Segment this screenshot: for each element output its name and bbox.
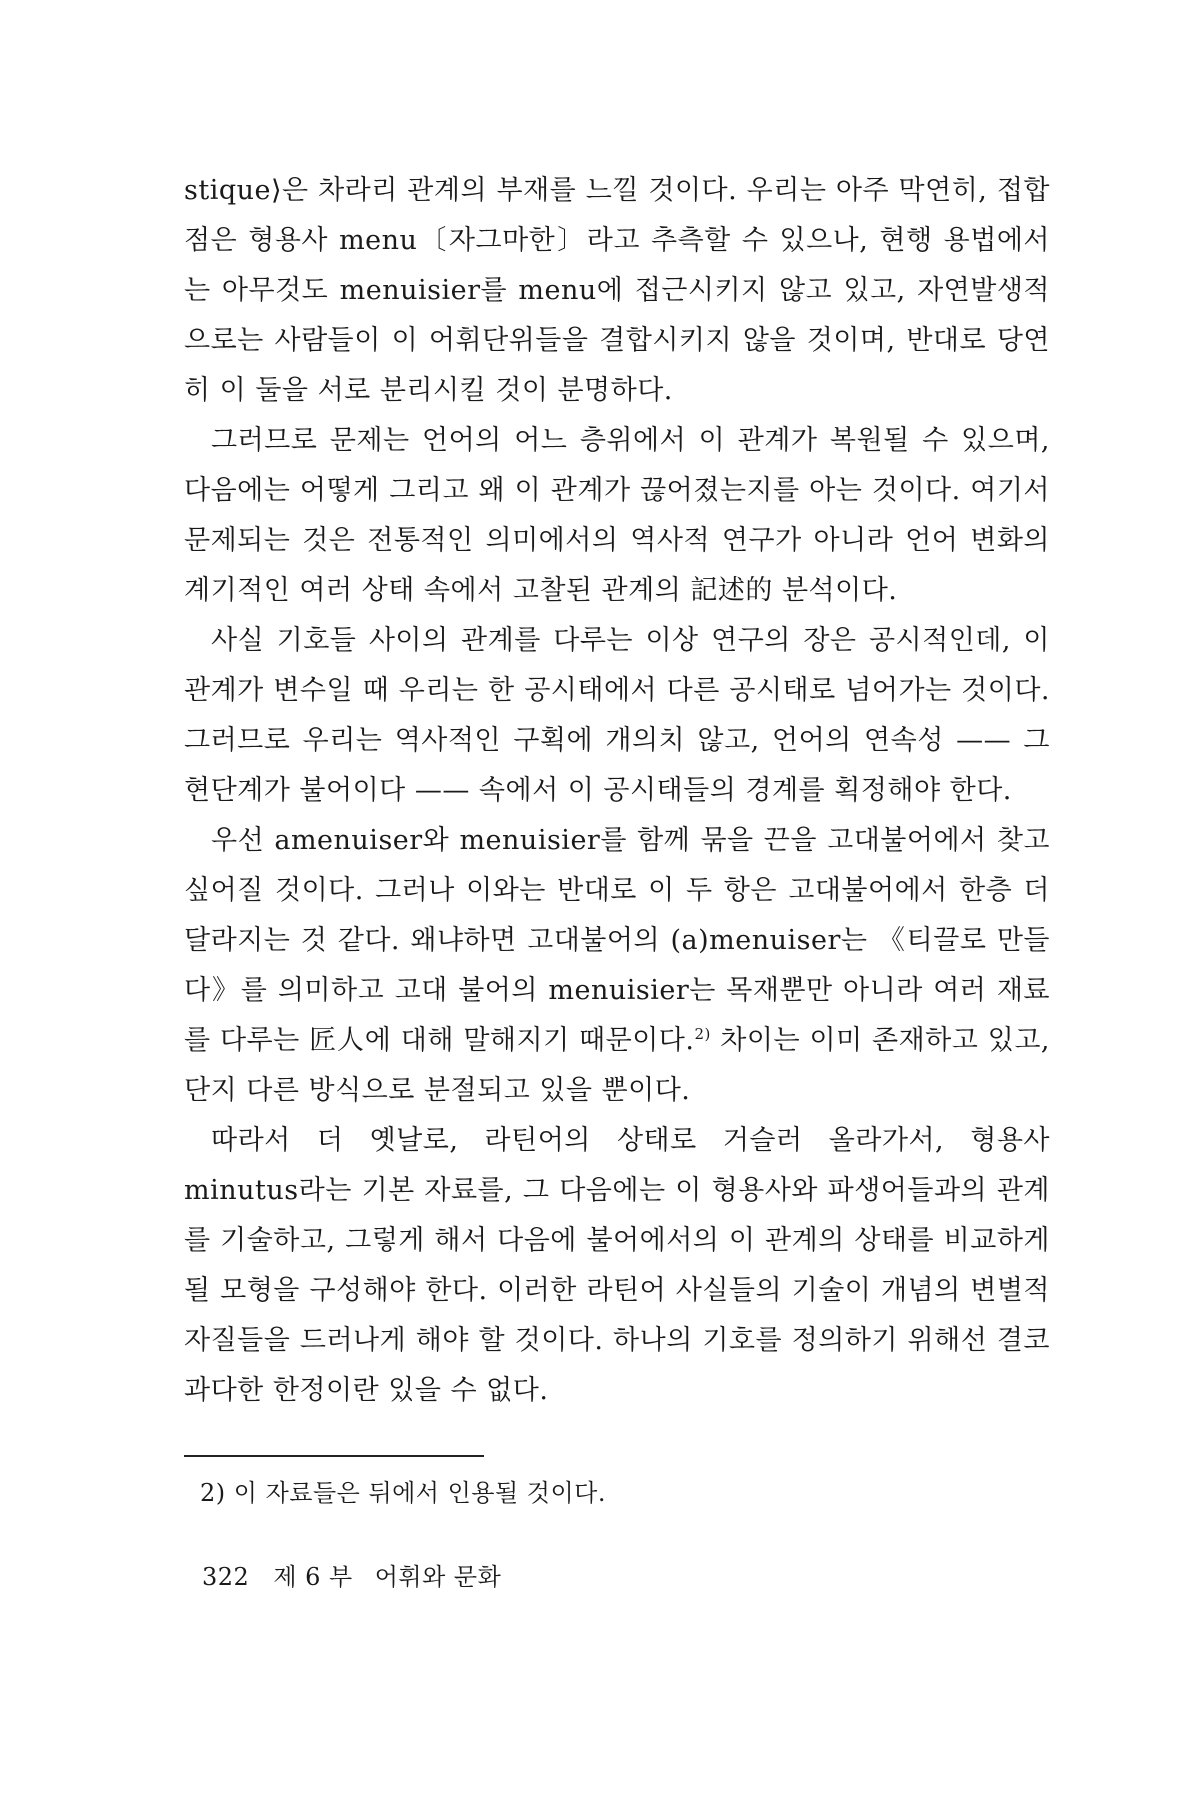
- paragraph-4-text: 우선 amenuiser와 menuisier를 함께 묶을 끈을 고대불어에서 찾고 싶어질 것이다. 그러나 이와는 반대로 이 두 항은 고대불어에서 한층 더 달라지는 것 같다. 왜냐하면 고대불어의 (a)menuiser는 《티끌로 만들다》를 의미하고 고대 불어의 menuisier는 목재뿐만 아니라 여러 재료를 다루는 匠人에 대해 말해지기 때문이다.: [184, 825, 1050, 1056]
- paragraph-4-text-cont: 차이는 이미 존재하고 있고, 단지 다른 방식으로 분절되고 있을 뿐이다.: [184, 1025, 1050, 1106]
- paragraph-1: stique⟩은 차라리 관계의 부재를 느낄 것이다. 우리는 아주 막연히, 접합점은 형용사 menu〔자그마한〕라고 추측할 수 있으나, 현행 용법에서는 아무것도 menuisier를 menu에 접근시키지 않고 있고, 자연발생적으로는 사람들이 이 어휘단위들을 결합시키지 않을 것이며, 반대로 당연히 이 둘을 서로 분리시킬 것이 분명하다.: [184, 175, 1050, 406]
- footer-section: 제 6 부: [273, 1563, 353, 1591]
- page-footer: [202, 1560, 501, 1594]
- paragraph-2: 그러므로 문제는 언어의 어느 층위에서 이 관계가 복원될 수 있으며, 다음에는 어떻게 그리고 왜 이 관계가 끊어졌는지를 아는 것이다. 여기서 문제되는 것은 전통적인 의미에서의 역사적 연구가 아니라 언어 변화의 계기적인 여러 상태 속에서 고찰된 관계의 記述的 분석이다.: [184, 425, 1050, 606]
- footnote-ref: 2): [694, 1025, 711, 1043]
- footnote: 2) 이 자료들은 뒤에서 인용될 것이다.: [200, 1479, 606, 1507]
- footer-title: 어휘와 문화: [374, 1563, 502, 1591]
- paragraph-5: 따라서 더 옛날로, 라틴어의 상태로 거슬러 올라가서, 형용사 minutus라는 기본 자료를, 그 다음에는 이 형용사와 파생어들과의 관계를 기술하고, 그렇게 해서 다음에 불어에서의 이 관계의 상태를 비교하게 될 모형을 구성해야 한다. 이러한 라틴어 사실들의 기술이 개념의 변별적 자질들을 드러나게 해야 할 것이다. 하나의 기호를 정의하기 위해선 결코 과다한 한정이란 있을 수 없다.: [184, 1125, 1050, 1406]
- paragraph-3: 사실 기호들 사이의 관계를 다루는 이상 연구의 장은 공시적인데, 이 관계가 변수일 때 우리는 한 공시태에서 다른 공시태로 넘어가는 것이다. 그러므로 우리는 역사적인 구획에 개의치 않고, 언어의 연속성 —— 그 현단계가 불어이다 —— 속에서 이 공시태들의 경계를 획정해야 한다.: [184, 625, 1050, 806]
- page-number: 322: [202, 1563, 250, 1591]
- body-text: [184, 166, 1050, 1416]
- footnote-divider: [184, 1455, 484, 1457]
- paragraph-4: [184, 816, 1050, 1116]
